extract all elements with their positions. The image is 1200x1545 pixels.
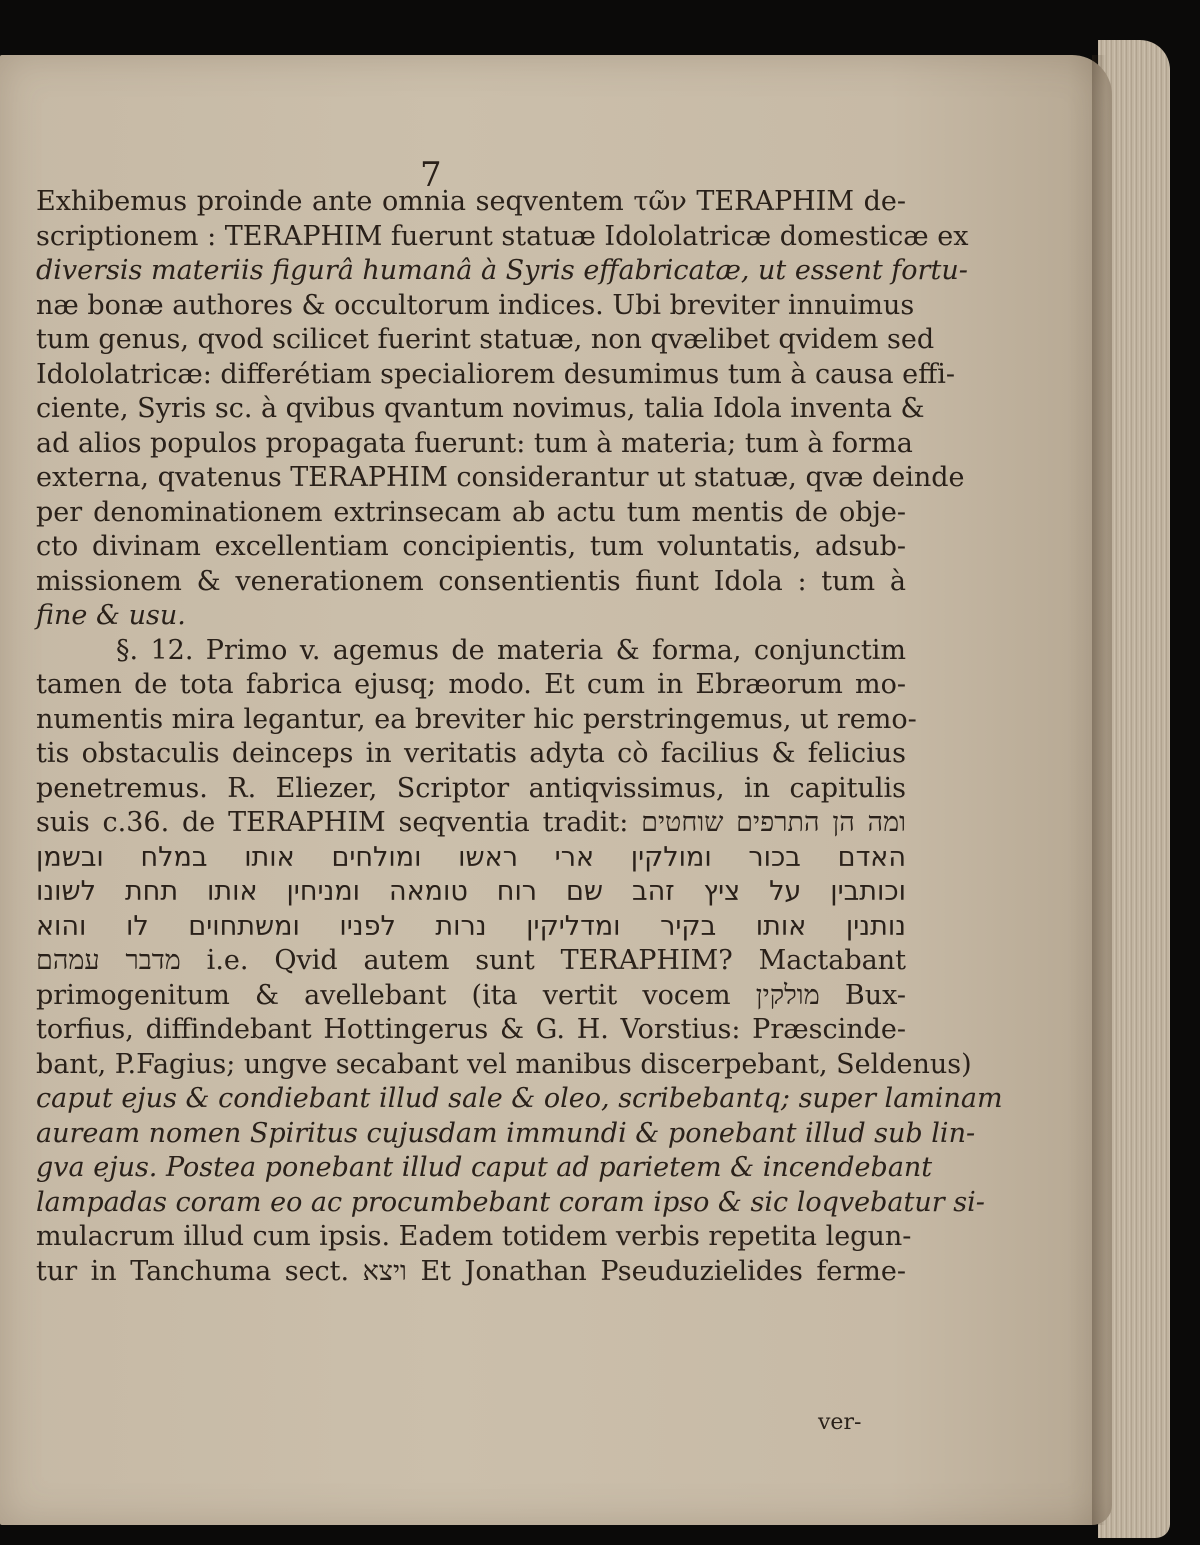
- text-line: Idololatricæ: differétiam specialiorem desumimus tum à causa effi-: [36, 358, 956, 390]
- text-line: caput ejus & condiebant illud sale & oleo, scribebantq; super laminam: [36, 1083, 1003, 1114]
- text-line: tamen de tota fabrica ejusq; modo. Et cum in Ebræorum mo-: [36, 669, 906, 700]
- text-line: diversis materiis figurâ humanâ à Syris effabricatæ, ut essent fortu-: [36, 255, 968, 286]
- gutter-shadow: [1092, 55, 1106, 1525]
- text-line: næ bonæ authores & occultorum indices. Ubi breviter innuimus: [36, 289, 915, 321]
- text-line: auream nomen Spiritus cujusdam immundi & ponebant illud sub lin-: [36, 1117, 976, 1149]
- text-line: tis obstaculis deinceps in veritatis adyta cò facilius & felicius: [36, 738, 906, 769]
- text-line: cto divinam excellentiam concipientis, tum voluntatis, adsub-: [36, 531, 906, 562]
- text-line: per denominationem extrinsecam ab actu tum mentis de obje-: [36, 496, 906, 528]
- text-line: וכותבין על ציץ זהב שם רוח טומאה ומניחין אותו תחת לשונו: [36, 876, 906, 907]
- text-line: suis c.36. de TERAPHIM seqventia tradit: ומה הן התרפים שוחטים: [36, 807, 906, 838]
- text-line: numentis mira legantur, ea breviter hic perstringemus, ut remo-: [36, 703, 917, 735]
- text-line: tum genus, qvod scilicet fuerint statuæ, non qvælibet qvidem sed: [36, 324, 935, 355]
- page-number: 7: [420, 155, 442, 195]
- text-line: bant, P.Fagius; ungve secabant vel manibus discerpebant, Seldenus): [36, 1048, 972, 1080]
- text-line: penetremus. R. Eliezer, Scriptor antiqvissimus, in capitulis: [36, 772, 906, 804]
- text-line: externa, qvatenus TERAPHIM considerantur ut statuæ, qvæ deinde: [36, 462, 965, 493]
- text-line: missionem & venerationem consentientis fiunt Idola : tum à: [36, 565, 906, 597]
- text-line: lampadas coram eo ac procumbebant coram ipso & sic loqvebatur si-: [36, 1186, 985, 1218]
- text-line: torfius, diffindebant Hottingerus & G. H. Vorstius: Præscinde-: [36, 1014, 906, 1045]
- text-line: scriptionem : TERAPHIM fuerunt statuæ Idololatricæ domesticæ ex: [36, 220, 969, 252]
- text-line: מדבר עמהם i.e. Qvid autem sunt TERAPHIM? Mactabant: [36, 945, 907, 976]
- text-line: gva ejus. Postea ponebant illud caput ad parietem & incendebant: [36, 1152, 933, 1183]
- text-line: fine & usu.: [36, 600, 186, 631]
- text-line: tur in Tanchuma sect. ויצא Et Jonathan Pseuduzielides ferme-: [36, 1255, 906, 1287]
- text-line: mulacrum illud cum ipsis. Eadem totidem verbis repetita legun-: [36, 1221, 912, 1252]
- text-line: §. 12. Primo v. agemus de materia & forma, conjunctim: [116, 634, 906, 666]
- text-line: ad alios populos propagata fuerunt: tum à materia; tum à forma: [36, 427, 913, 459]
- text-line: האדם בכור ומולקין ארי ראשו ומולחים אותו במלח ובשמן: [36, 841, 906, 873]
- text-line: Exhibemus proinde ante omnia seqventem τῶν TERAPHIM de-: [36, 186, 906, 217]
- body-text: [36, 185, 1003, 1289]
- text-line: ciente, Syris sc. à qvibus qvantum novimus, talia Idola inventa &: [36, 393, 925, 424]
- text-line: primogenitum & avellebant (ita vertit vocem מולקין Bux-: [36, 979, 906, 1011]
- catchword: ver-: [818, 1410, 862, 1435]
- text-line: נותנין אותו בקיר ומדליקין נרות לפניו ומשתחוים לו והוא: [36, 910, 906, 942]
